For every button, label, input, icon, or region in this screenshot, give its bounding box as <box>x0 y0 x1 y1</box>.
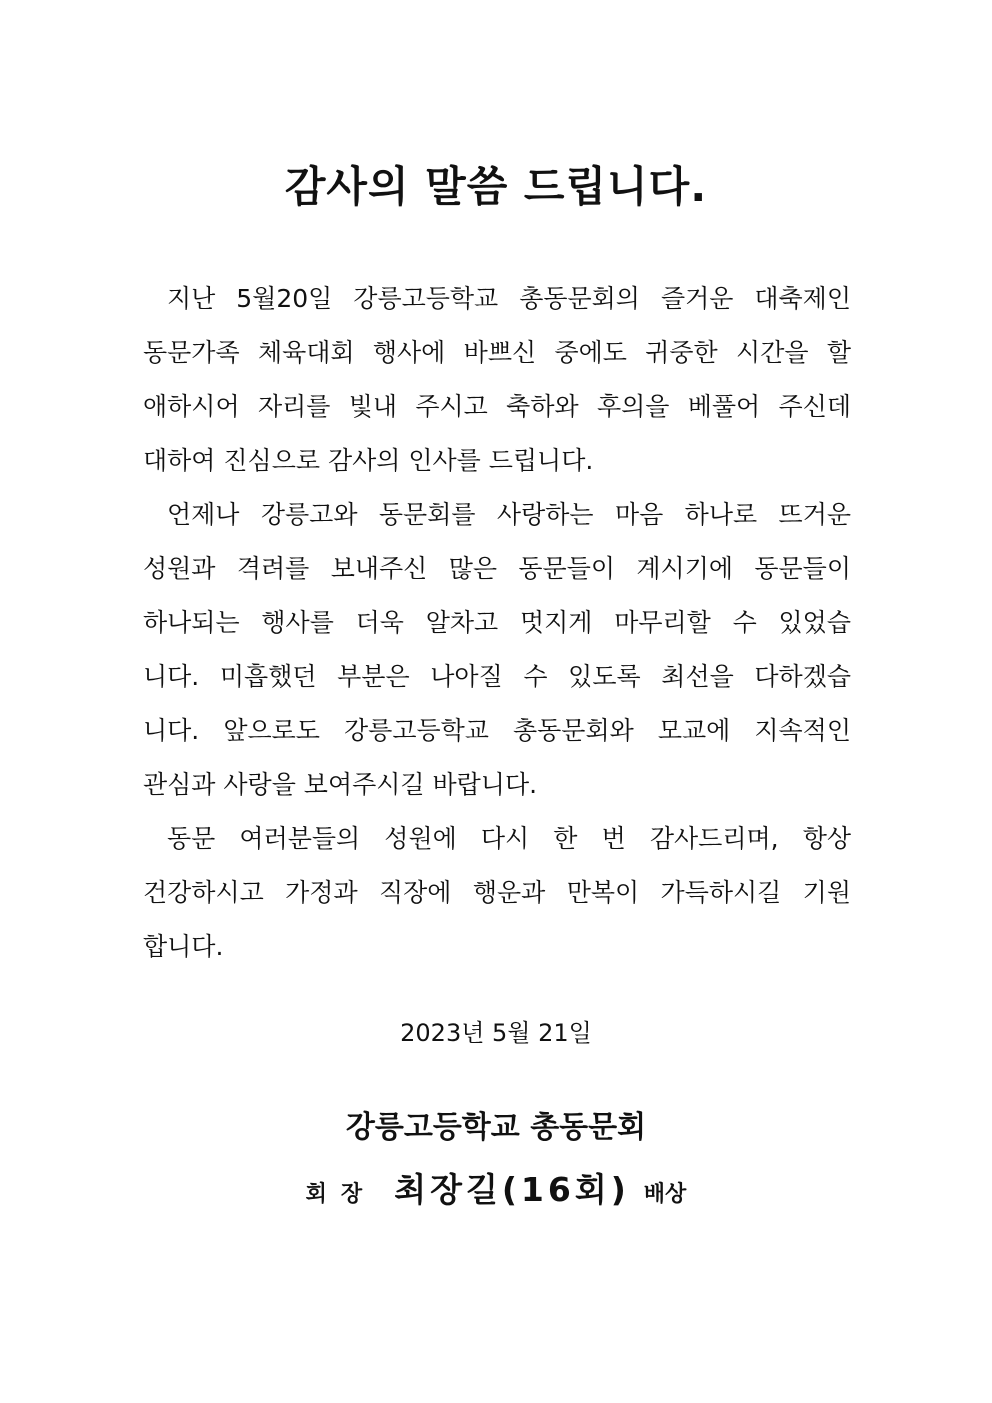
body-line: 니다. 미흡했던 부분은 나아질 수 있도록 최선을 다하겠습 <box>143 662 851 691</box>
signature-role: 회장 <box>305 1182 377 1207</box>
body-line: 언제나 강릉고와 동문회를 사랑하는 마음 하나로 뜨거운 <box>167 500 851 529</box>
body-line: 니다. 앞으로도 강릉고등학교 총동문회와 모교에 지속적인 <box>143 716 851 745</box>
letter-body <box>143 272 851 974</box>
page-title: 감사의 말씀 드립니다. <box>284 162 708 211</box>
body-line: 성원과 격려를 보내주신 많은 동문들이 계시기에 동문들이 <box>143 554 851 583</box>
body-line: 대하여 진심으로 감사의 인사를 드립니다. <box>143 446 594 475</box>
body-line: 동문 여러분들의 성원에 다시 한 번 감사드리며, 항상 <box>167 824 851 853</box>
body-line: 건강하시고 가정과 직장에 행운과 만복이 가득하시길 기원 <box>143 878 851 907</box>
body-line: 하나되는 행사를 더욱 알차고 멋지게 마무리할 수 있었습 <box>143 608 851 637</box>
body-line: 관심과 사랑을 보여주시길 바랍니다. <box>143 770 538 799</box>
signature-line <box>0 1160 992 1226</box>
body-line: 합니다. <box>143 932 224 961</box>
organization-name: 강릉고등학교 총동문회 <box>345 1110 647 1145</box>
signature-suffix: 배상 <box>643 1182 687 1207</box>
body-line: 지난 5월20일 강릉고등학교 총동문회의 즐거운 대축제인 <box>167 284 851 313</box>
letter-date: 2023년 5월 21일 <box>400 1019 592 1047</box>
signature-name: 최장길(16회) <box>394 1170 630 1209</box>
body-line: 동문가족 체육대회 행사에 바쁘신 중에도 귀중한 시간을 할 <box>143 338 851 367</box>
body-line: 애하시어 자리를 빛내 주시고 축하와 후의을 베풀어 주신데 <box>143 392 851 421</box>
